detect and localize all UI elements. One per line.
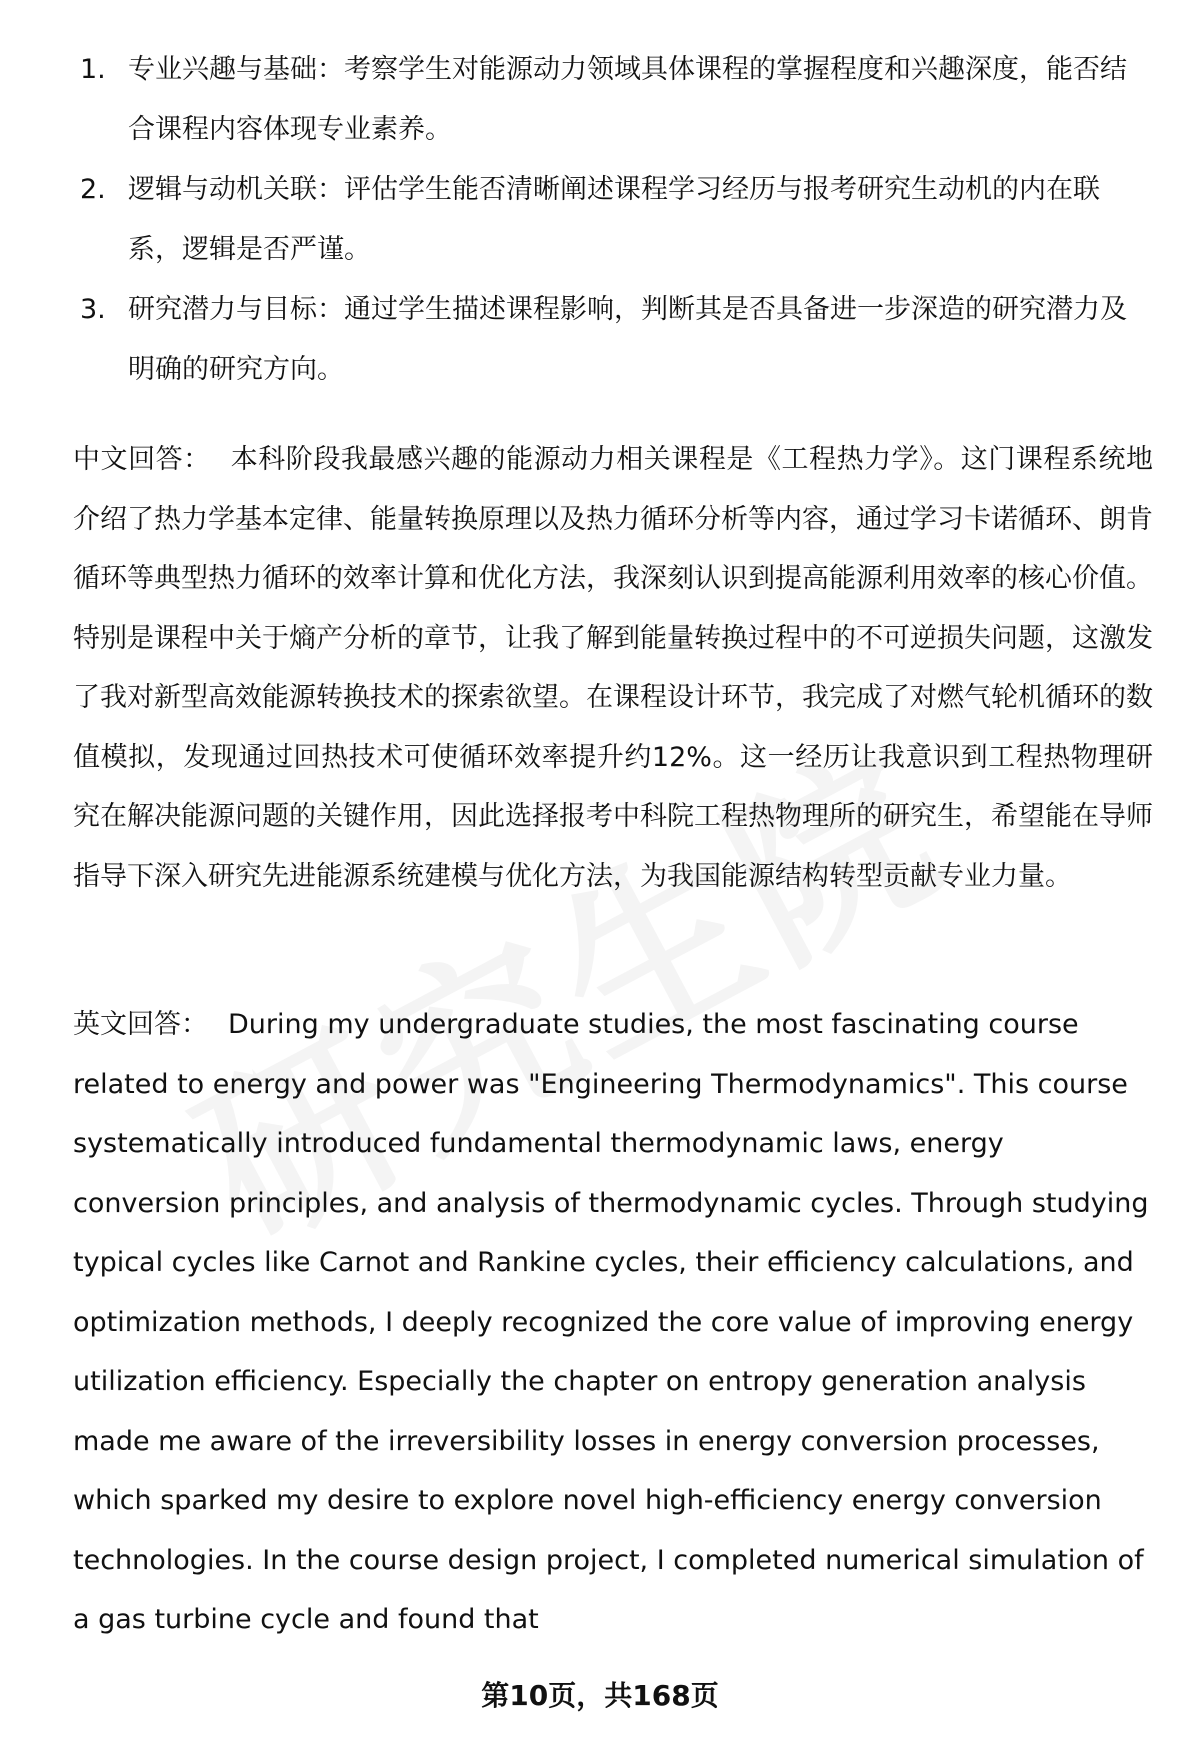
english-answer-paragraph	[73, 995, 1153, 1650]
criteria-item-3	[80, 280, 1160, 400]
chinese-answer-label: 中文回答：	[73, 444, 211, 475]
chinese-answer-text: 本科阶段我最感兴趣的能源动力相关课程是《工程热力学》。这门课程系统地介绍了热力学基本定律、能量转换原理以及热力循环分析等内容，通过学习卡诺循环、朗肯循环等典型热力循环的效率计算和优化方法，我深刻认识到提高能源利用效率的核心价值。特别是课程中关于熵产分析的章节，让我了解到能量转换过程中的不可逆损失问题，这激发了我对新型高效能源转换技术的探索欲望。在课程设计环节，我完成了对燃气轮机循环的数值模拟，发现通过回热技术可使循环效率提升约12%。这一经历让我意识到工程热物理研究在解决能源问题的关键作用，因此选择报考中科院工程热物理所的研究生，希望能在导师指导下深入研究先进能源系统建模与优化方法，为我国能源结构转型贡献专业力量。	[73, 444, 1154, 892]
criteria-number: 3.	[80, 294, 106, 325]
chinese-answer-paragraph	[73, 430, 1153, 906]
criteria-list	[80, 40, 1160, 400]
criteria-item-1	[80, 40, 1160, 160]
criteria-number: 2.	[80, 174, 106, 205]
english-answer-label: 英文回答：	[73, 1009, 208, 1040]
english-answer-text: During my undergraduate studies, the most fascinating course related to energy and power was "Engineering Thermodynamics". This course systematically introduced fundamental thermodynamic laws, energy conversion principles, and analysis of thermodynamic cycles. Through studying typical cycles like Carnot and Rankine cycles, their efficiency calculations, and optimization methods, I deeply recognized the core value of improving energy utilization efficiency. Especially the chapter on entropy generation analysis made me aware of the irreversibility losses in energy conversion processes, which sparked my desire to explore novel high-efficiency energy conversion technologies. In the course design project, I completed numerical simulation of a gas turbine cycle and found that	[73, 1009, 1149, 1635]
criteria-text: 研究潜力与目标：通过学生描述课程影响，判断其是否具备进一步深造的研究潜力及明确的研究方向。	[128, 294, 1127, 385]
criteria-text: 专业兴趣与基础：考察学生对能源动力领域具体课程的掌握程度和兴趣深度，能否结合课程内容体现专业素养。	[128, 54, 1127, 145]
criteria-text: 逻辑与动机关联：评估学生能否清晰阐述课程学习经历与报考研究生动机的内在联系，逻辑是否严谨。	[128, 174, 1100, 265]
criteria-item-2	[80, 160, 1160, 280]
criteria-number: 1.	[80, 54, 106, 85]
page-number: 第10页，共168页	[481, 1679, 719, 1712]
